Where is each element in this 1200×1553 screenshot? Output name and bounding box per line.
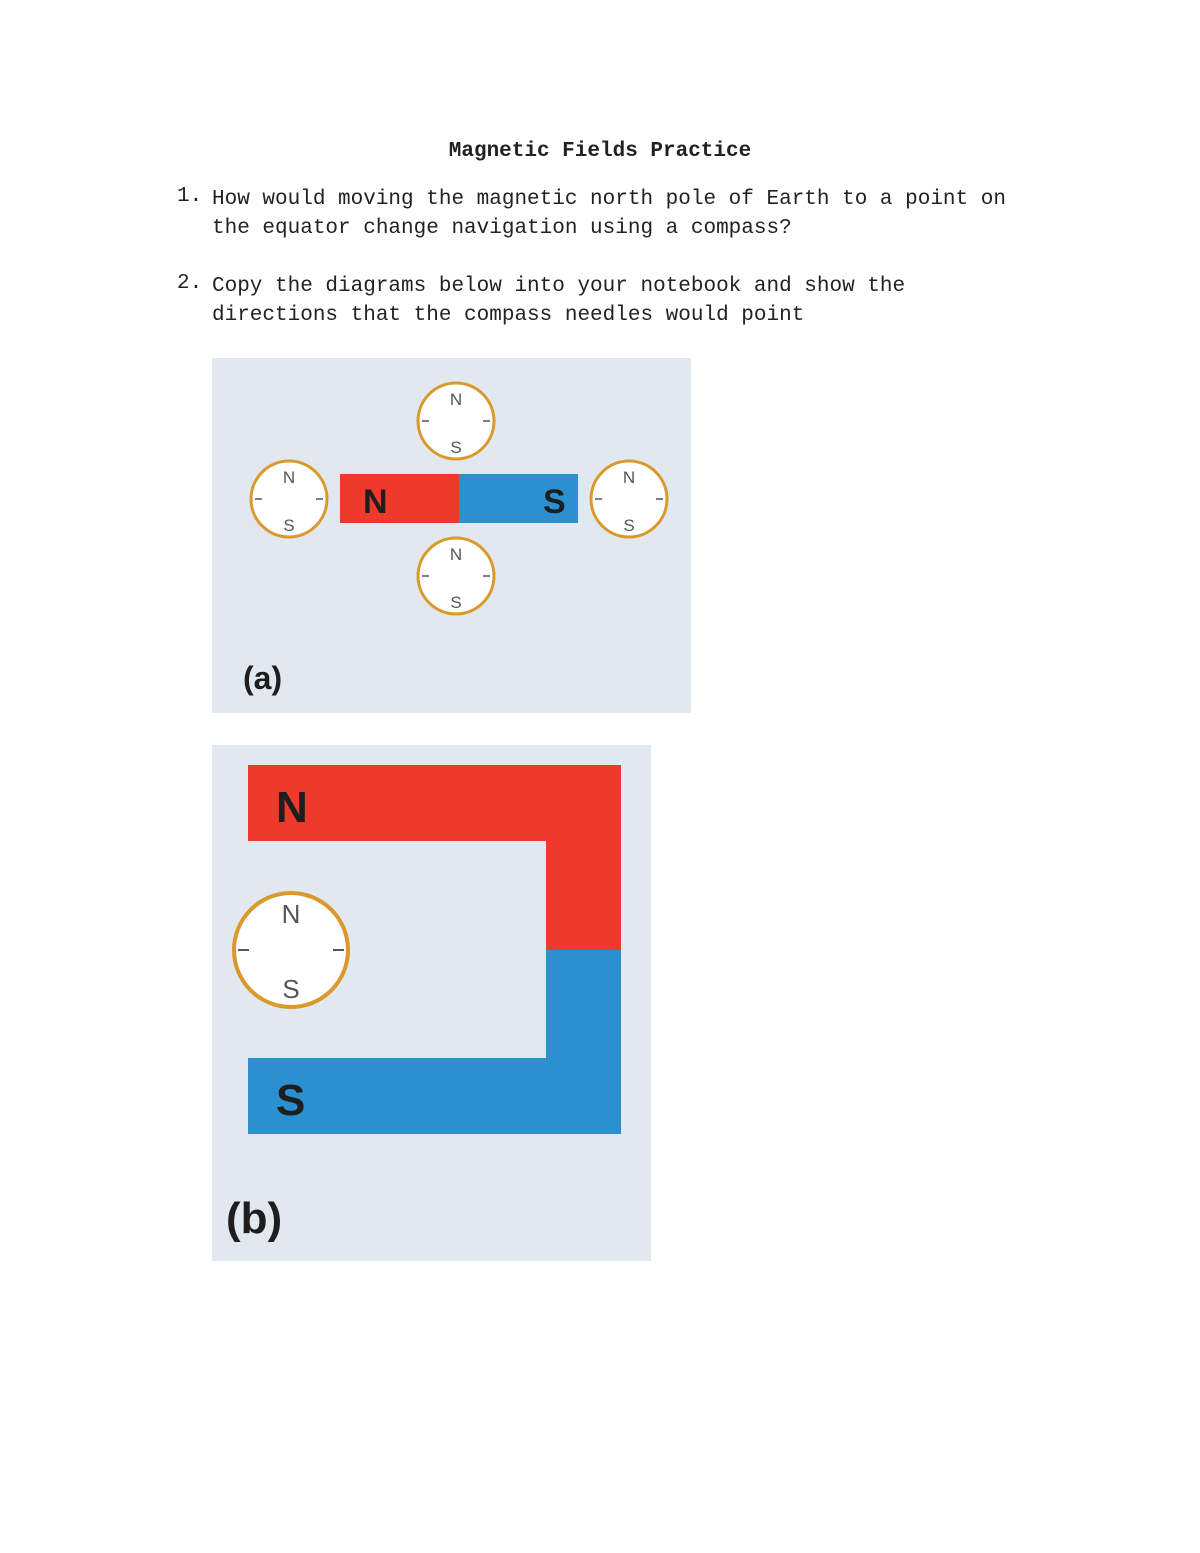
figure-b-horseshoe-magnet: [212, 745, 651, 1261]
page-title: Magnetic Fields Practice: [448, 140, 752, 163]
compass-top-north-label: N: [449, 390, 463, 409]
question-1-text: How would moving the magnetic north pole of Earth to a point on the equator change navigation using a compass?: [212, 188, 1006, 240]
question-1-number: 1.: [177, 185, 203, 208]
compass-inside-horseshoe: [234, 893, 348, 1007]
figure-a-bar-magnet: [212, 358, 691, 713]
compass-bottom: [418, 538, 494, 614]
compass-top: [418, 383, 494, 459]
question-2-number: 2.: [177, 272, 203, 295]
compass-b-north-label: N: [281, 899, 301, 929]
compass-right: [591, 461, 667, 537]
compass-bottom-south-label: S: [450, 593, 462, 612]
horseshoe-north-label: N: [276, 783, 308, 832]
bar-magnet-north-half: [340, 474, 459, 523]
compass-left-north-label: N: [282, 468, 296, 487]
compass-right-south-label: S: [623, 516, 635, 535]
question-2-text: Copy the diagrams below into your notebook and show the directions that the compass needles would point: [212, 275, 906, 327]
compass-left: [251, 461, 327, 537]
compass-b-south-label: S: [282, 974, 300, 1004]
bar-magnet-south-label: S: [543, 483, 566, 521]
figure-a-label: (a): [243, 660, 283, 696]
compass-left-south-label: S: [283, 516, 295, 535]
compass-bottom-north-label: N: [449, 545, 463, 564]
figure-b-label: (b): [226, 1194, 283, 1243]
bar-magnet-north-label: N: [363, 483, 388, 521]
compass-top-south-label: S: [450, 438, 462, 457]
horseshoe-south-label: S: [276, 1076, 306, 1125]
compass-right-north-label: N: [622, 468, 636, 487]
